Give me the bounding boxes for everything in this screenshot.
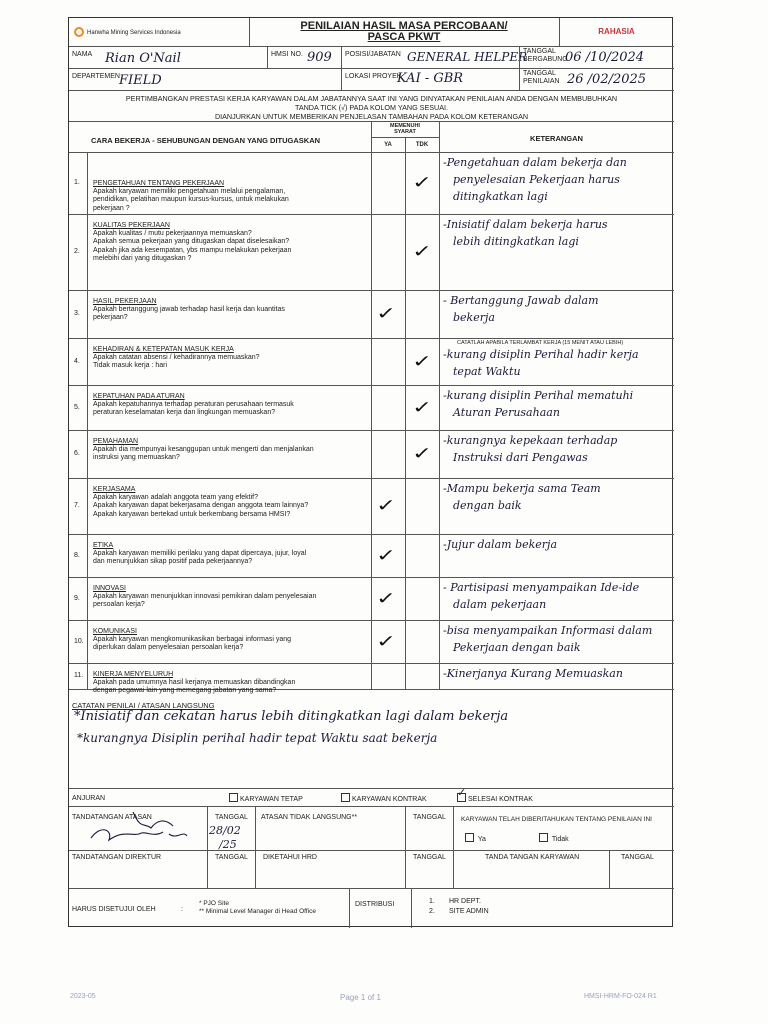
signed-date-1: 28/02 bbox=[209, 824, 241, 837]
hmsi-value: 909 bbox=[307, 50, 332, 65]
ttd-karyawan-label: TANDA TANGAN KARYAWAN bbox=[485, 854, 580, 861]
form-title bbox=[249, 21, 559, 43]
criteria-question: peraturan keselamatan kerja dan lingkungan memuaskan? bbox=[93, 409, 276, 417]
row-divider bbox=[69, 663, 674, 664]
keterangan-note: -Kinerjanya Kurang Memuaskan bbox=[443, 667, 623, 680]
keterangan-note: -kurang disiplin Perihal mematuhi bbox=[443, 389, 634, 402]
keterangan-note: - Partisipasi menyampaikan Ide-ide bbox=[443, 581, 640, 594]
row-divider bbox=[69, 214, 674, 215]
criteria-number: 1. bbox=[74, 179, 80, 186]
tanggal-penilaian-value: 26 /02/2025 bbox=[567, 72, 647, 87]
ya-checkbox[interactable] bbox=[465, 833, 474, 842]
keterangan-note: Pekerjaan dengan baik bbox=[453, 641, 581, 654]
criteria-item bbox=[93, 393, 369, 418]
karyawan-kontrak-checkbox[interactable] bbox=[341, 793, 350, 802]
keterangan-note: -Mampu bekerja sama Team bbox=[443, 482, 601, 495]
lokasi-label: LOKASI PROYEK bbox=[345, 73, 402, 80]
check-mark-icon: ✓ bbox=[376, 588, 397, 609]
criteria-number: 5. bbox=[74, 403, 80, 411]
tanggal-bergabung-value: 06 /10/2024 bbox=[565, 50, 645, 65]
criteria-title: KERJASAMA bbox=[93, 486, 136, 493]
signed-date-2: /25 bbox=[219, 838, 237, 851]
keterangan-header: KETERANGAN bbox=[530, 134, 583, 143]
criteria-question: Apakah dia mempunyai kesanggupan untuk mengerti dan menjalankan bbox=[93, 446, 314, 454]
keterangan-note-small: CATATLAH APABILA TERLAMBAT KERJA (15 MENIT ATAU LEBIH) bbox=[457, 340, 624, 346]
criteria-question: Apakah karyawan dapat bekerjasama dengan anggota team lainnya? bbox=[93, 502, 309, 510]
posisi-label: POSISI/JABATAN bbox=[345, 51, 401, 58]
departemen-label: DEPARTEMEN bbox=[72, 73, 120, 80]
criteria-question: Apakah karyawan mengkomunikasikan berbagai informasi yang bbox=[93, 636, 292, 644]
approval-colon: : bbox=[181, 906, 183, 913]
tidak-checkbox[interactable] bbox=[539, 833, 548, 842]
instructions-line1: PERTIMBANGKAN PRESTASI KERJA KARYAWAN DALAM JABATANNYA SAAT INI YANG DINYATAKAN PENILAIAN ANDA DENGAN MEMBUBUHKAN bbox=[125, 94, 618, 103]
option-ya[interactable]: Ya bbox=[465, 833, 486, 844]
row-divider bbox=[69, 534, 674, 535]
tanggal-penilaian-label: TANGGAL PENILAIAN bbox=[523, 70, 560, 85]
distribusi-2-no: 2. bbox=[429, 908, 435, 915]
check-mark-icon: ✓ bbox=[376, 631, 397, 652]
row-divider bbox=[69, 577, 674, 578]
distribusi-label: DISTRIBUSI bbox=[355, 901, 395, 908]
check-mark-icon: ✓ bbox=[457, 787, 467, 799]
criteria-item bbox=[93, 671, 369, 696]
keterangan-note: dengan baik bbox=[453, 499, 522, 512]
criteria-question: pendidikan, pelatihan maupun kursus-kursus, untuk melakukan bbox=[93, 196, 289, 204]
keterangan-note: dalam pekerjaan bbox=[453, 598, 547, 611]
criteria-number: 11. bbox=[74, 672, 84, 679]
tanggal-label-4: TANGGAL bbox=[413, 854, 446, 861]
form-title-line2: PASCA PKWT bbox=[367, 31, 441, 43]
criteria-item bbox=[93, 438, 369, 463]
criteria-number: 8. bbox=[74, 551, 80, 559]
criteria-question: Apakah kualitas / mutu pekerjaannya memuaskan? bbox=[93, 230, 252, 238]
company-logo bbox=[74, 27, 84, 37]
keterangan-note: lebih ditingkatkan lagi bbox=[453, 235, 579, 248]
criteria-item bbox=[93, 298, 369, 323]
row-divider bbox=[69, 290, 674, 291]
nama-label: NAMA bbox=[72, 51, 93, 58]
anjuran-label: ANJURAN bbox=[72, 795, 106, 802]
departemen-value: FIELD bbox=[119, 73, 162, 88]
keterangan-note: -kurang disiplin Perihal hadir kerja bbox=[443, 348, 639, 361]
criteria-question: Apakah jika ada kesempatan, ybs mampu melakukan pekerjaan bbox=[93, 246, 292, 254]
row-divider bbox=[69, 385, 674, 386]
criteria-question: dengan pegawai lain yang memegang jabatan yang sama? bbox=[93, 687, 277, 695]
check-mark-icon: ✓ bbox=[412, 173, 433, 193]
criteria-title: HASIL PEKERJAAN bbox=[93, 298, 157, 305]
criteria-question: diperlukan dalam penyelesaian persoalan kerja? bbox=[93, 644, 244, 652]
criteria-question: melebihi dari yang ditugaskan ? bbox=[93, 254, 192, 262]
diketahui-hrd-label: DIKETAHUI HRD bbox=[263, 854, 317, 861]
instructions-line2: TANDA TICK (√) PADA KOLOM YANG SESUAI. bbox=[294, 103, 449, 112]
supervisor-signature bbox=[83, 800, 193, 846]
criteria-title: KEHADIRAN & KETEPATAN MASUK KERJA bbox=[93, 346, 234, 353]
check-mark-icon: ✓ bbox=[376, 496, 397, 516]
criteria-question: Apakah karyawan bertekad untuk berkembang bersama HMSI? bbox=[93, 510, 291, 518]
harus-disetujui-label: HARUS DISETUJUI OLEH bbox=[72, 906, 156, 913]
criteria-item bbox=[93, 628, 369, 653]
minimal-level: ** Minimal Level Manager di Head Office bbox=[199, 908, 316, 915]
criteria-item bbox=[93, 346, 369, 371]
instructions-line3: DIANJURKAN UNTUK MEMBERIKAN PENJELASAN TAMBAHAN PADA KOLOM KETERANGAN bbox=[214, 112, 529, 121]
check-mark-icon: ✓ bbox=[412, 444, 433, 464]
criteria-title: KINERJA MENYELURUH bbox=[93, 671, 174, 678]
option-karyawan-kontrak[interactable]: KARYAWAN KONTRAK bbox=[341, 793, 427, 804]
criteria-item bbox=[93, 180, 369, 213]
criteria-question: Apakah karyawan memiliki perilaku yang dapat dipercaya, jujur, loyal bbox=[93, 550, 307, 558]
evaluation-form bbox=[68, 17, 673, 927]
criteria-title: KUALITAS PEKERJAAN bbox=[93, 222, 170, 229]
keterangan-note: tepat Waktu bbox=[453, 365, 521, 378]
check-mark-icon: ✓ bbox=[412, 242, 433, 262]
criteria-number: 10. bbox=[74, 637, 84, 645]
keterangan-note: Aturan Perusahaan bbox=[453, 406, 560, 419]
criteria-item bbox=[93, 222, 369, 263]
atasan-tidak-langsung-label: ATASAN TIDAK LANGSUNG** bbox=[261, 814, 358, 821]
karyawan-tetap-checkbox[interactable] bbox=[229, 793, 238, 802]
criteria-title: PEMAHAMAN bbox=[93, 438, 139, 445]
tanggal-label-1: TANGGAL bbox=[215, 814, 248, 821]
criteria-question: pekerjaan ? bbox=[93, 204, 130, 212]
keterangan-note: -Pengetahuan dalam bekerja dan bbox=[443, 156, 627, 169]
check-mark-icon: ✓ bbox=[376, 545, 397, 566]
form-title-line1: PENILAIAN HASIL MASA PERCOBAAN/ bbox=[300, 20, 508, 32]
tanggal-bergabung-label: TANGGAL BERGABUNG bbox=[523, 48, 568, 63]
criteria-title: INNOVASI bbox=[93, 585, 126, 592]
footer-page: Page 1 of 1 bbox=[340, 993, 381, 1002]
company-name: Hanwha Mining Services Indonesia bbox=[87, 30, 181, 36]
criteria-number: 2. bbox=[74, 248, 80, 255]
keterangan-note: - Bertanggung Jawab dalam bbox=[443, 294, 599, 307]
row-divider bbox=[69, 478, 674, 479]
catatan-line1: *Inisiatif dan cekatan harus lebih ditingkatkan lagi dalam bekerja bbox=[74, 709, 509, 724]
ttd-atasan-label: TANDATANGAN ATASAN bbox=[72, 814, 152, 821]
option-karyawan-tetap[interactable]: KARYAWAN TETAP bbox=[229, 793, 303, 804]
criteria-title: ETIKA bbox=[93, 542, 114, 549]
keterangan-note: ditingkatkan lagi bbox=[453, 190, 548, 203]
keterangan-note: -bisa menyampaikan Informasi dalam bbox=[443, 624, 653, 637]
selesai-kontrak-checkbox[interactable] bbox=[457, 787, 467, 802]
keterangan-note: -kurangnya kepekaan terhadap bbox=[443, 434, 618, 447]
keterangan-note: -Inisiatif dalam bekerja harus bbox=[443, 218, 608, 231]
tanggal-label-2: TANGGAL bbox=[413, 814, 446, 821]
check-mark-icon: ✓ bbox=[376, 304, 397, 324]
instructions bbox=[69, 94, 674, 121]
footer-code: HMSI-HRM-FO-024 R1 bbox=[584, 993, 657, 1000]
criteria-question: Apakah kepatuhannya terhadap peraturan perusahaan termasuk bbox=[93, 401, 294, 409]
distribusi-1-no: 1. bbox=[429, 898, 435, 905]
pjo-site: * PJO Site bbox=[199, 900, 229, 907]
criteria-title: PENGETAHUAN TENTANG PEKERJAAN bbox=[93, 180, 225, 187]
criteria-title: KOMUNIKASI bbox=[93, 628, 137, 635]
criteria-number: 9. bbox=[74, 594, 80, 602]
option-selesai-kontrak[interactable]: ✓ SELESAI KONTRAK bbox=[457, 787, 533, 803]
criteria-number: 3. bbox=[74, 310, 80, 317]
criteria-question: Apakah catatan absensi / kehadirannya memuaskan? bbox=[93, 354, 260, 362]
criteria-question: Apakah karyawan menunjukkan innovasi pemikiran dalam penyelesaian bbox=[93, 593, 317, 601]
criteria-item bbox=[93, 585, 369, 610]
keterangan-note: -Jujur dalam bekerja bbox=[443, 538, 558, 551]
criteria-question: persoalan kerja? bbox=[93, 601, 145, 609]
confidential-label: RAHASIA bbox=[598, 27, 635, 36]
ttd-direktur-label: TANDATANGAN DIREKTUR bbox=[72, 854, 162, 861]
criteria-question: Apakah bertanggung jawab terhadap hasil kerja dan kuantitas bbox=[93, 306, 285, 314]
row-divider bbox=[69, 620, 674, 621]
tanggal-label-3: TANGGAL bbox=[215, 854, 248, 861]
criteria-question: Apakah semua pekerjaan yang ditugaskan dapat diselesaikan? bbox=[93, 238, 290, 246]
criteria-item bbox=[93, 486, 369, 519]
keterangan-note: bekerja bbox=[453, 311, 495, 324]
criteria-question: dan menunjukkan sikap positif pada pekerjaannya? bbox=[93, 558, 253, 566]
criteria-question: Apakah karyawan adalah anggota team yang efektif? bbox=[93, 494, 259, 502]
criteria-title: KEPATUHAN PADA ATURAN bbox=[93, 393, 185, 400]
tanggal-label-5: TANGGAL bbox=[621, 854, 654, 861]
keterangan-note: penyelesaian Pekerjaan harus bbox=[453, 173, 620, 186]
distribusi-1: HR DEPT. bbox=[449, 898, 481, 905]
footer-version: 2023-05 bbox=[70, 993, 96, 1000]
ya-header: YA bbox=[384, 142, 392, 148]
criteria-number: 6. bbox=[74, 450, 80, 457]
posisi-value: GENERAL HELPER bbox=[407, 50, 528, 64]
criteria-number: 7. bbox=[74, 502, 80, 509]
criteria-question: instruksi yang memuaskan? bbox=[93, 454, 180, 462]
nama-value: Rian O'Nail bbox=[105, 51, 181, 66]
hmsi-label: HMSI NO. bbox=[271, 51, 303, 58]
option-tidak[interactable]: Tidak bbox=[539, 833, 569, 844]
criteria-question: pekerjaan? bbox=[93, 314, 128, 322]
criteria-item bbox=[93, 542, 369, 567]
criteria-question: Apakah karyawan memiliki pengetahuan melalui pengalaman, bbox=[93, 188, 286, 196]
catatan-label: CATATAN PENILAI / ATASAN LANGSUNG bbox=[72, 701, 215, 710]
criteria-number: 4. bbox=[74, 357, 80, 365]
check-mark-icon: ✓ bbox=[412, 397, 433, 418]
check-mark-icon: ✓ bbox=[412, 351, 433, 372]
memenuhi-syarat-header: MEMENUHI SYARAT bbox=[390, 123, 420, 135]
cara-bekerja-header: CARA BEKERJA - SEHUBUNGAN DENGAN YANG DITUGASKAN bbox=[91, 136, 321, 145]
keterangan-note: Instruksi dari Pengawas bbox=[453, 451, 588, 464]
catatan-line2: *kurangnya Disiplin perihal hadir tepat Waktu saat bekerja bbox=[77, 731, 438, 745]
tdk-header: TDK bbox=[415, 142, 429, 148]
distribusi-2: SITE ADMIN bbox=[449, 908, 489, 915]
karyawan-diberitahukan-label: KARYAWAN TELAH DIBERITAHUKAN TENTANG PENILAIAN INI bbox=[461, 816, 652, 823]
lokasi-value: KAI - GBR bbox=[397, 71, 464, 86]
row-divider bbox=[69, 430, 674, 431]
criteria-question: Apakah pada umumnya hasil kerjanya memuaskan dibandingkan bbox=[93, 679, 296, 687]
criteria-question: Tidak masuk kerja : hari bbox=[93, 362, 168, 370]
